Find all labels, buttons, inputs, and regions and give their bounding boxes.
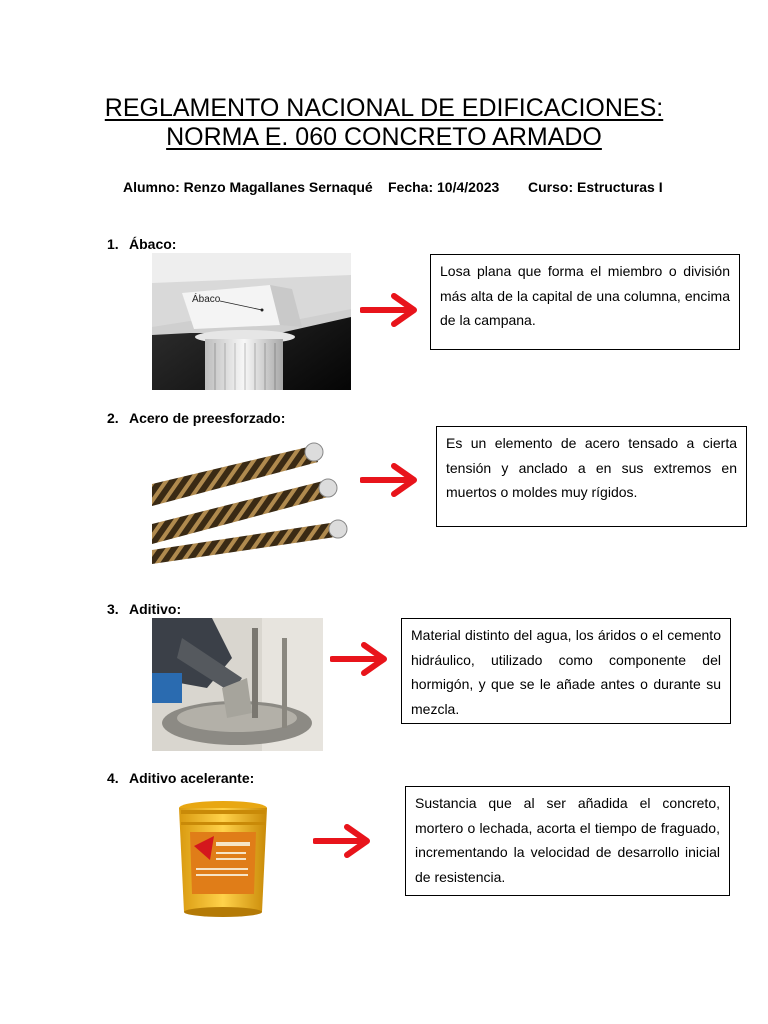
document-date: Fecha: 10/4/2023 (388, 179, 500, 195)
section-number: 3. (107, 601, 119, 617)
section-number: 2. (107, 410, 119, 426)
student-name: Alumno: Renzo Magallanes Sernaqué (123, 179, 373, 195)
document-title-line2: NORMA E. 060 CONCRETO ARMADO (166, 123, 602, 151)
document-title-line1: REGLAMENTO NACIONAL DE EDIFICACIONES: (104, 94, 664, 122)
concrete-pouring-photo (152, 618, 323, 751)
sika-bucket-photo (176, 800, 270, 920)
column-capital-illustration (152, 253, 351, 390)
section-4-heading (107, 770, 254, 786)
section-2-heading (107, 410, 285, 426)
abaco-image-label: Ábaco (192, 294, 221, 305)
definition-box: Sustancia que al ser añadida el concreto, mortero o lechada, acorta el tiempo de fraguado, incrementando la velocidad de desarrollo inicial de resistencia. (405, 786, 730, 896)
steel-strand-cables-photo (152, 428, 351, 564)
definition-box: Material distinto del agua, los áridos o el cemento hidráulico, utilizado como componente del hormigón, y que se le añade antes o durante su mezcla. (401, 618, 731, 724)
right-arrow-icon (360, 292, 420, 328)
section-title: Aditivo: (129, 601, 182, 617)
right-arrow-icon (330, 641, 390, 677)
section-number: 1. (107, 236, 119, 252)
definition-box: Losa plana que forma el miembro o división más alta de la capital de una columna, encima de la campana. (430, 254, 740, 350)
course-name: Curso: Estructuras I (528, 179, 663, 195)
section-title: Acero de preesforzado: (129, 410, 286, 426)
definition-box: Es un elemento de acero tensado a cierta tensión y anclado a en sus extremos en muertos o moldes muy rígidos. (436, 426, 747, 527)
section-number: 4. (107, 770, 119, 786)
section-title: Ábaco: (129, 236, 177, 252)
section-title: Aditivo acelerante: (129, 770, 255, 786)
section-1-heading (107, 236, 176, 252)
right-arrow-icon (360, 462, 420, 498)
section-3-heading (107, 601, 181, 617)
right-arrow-icon (313, 823, 373, 859)
